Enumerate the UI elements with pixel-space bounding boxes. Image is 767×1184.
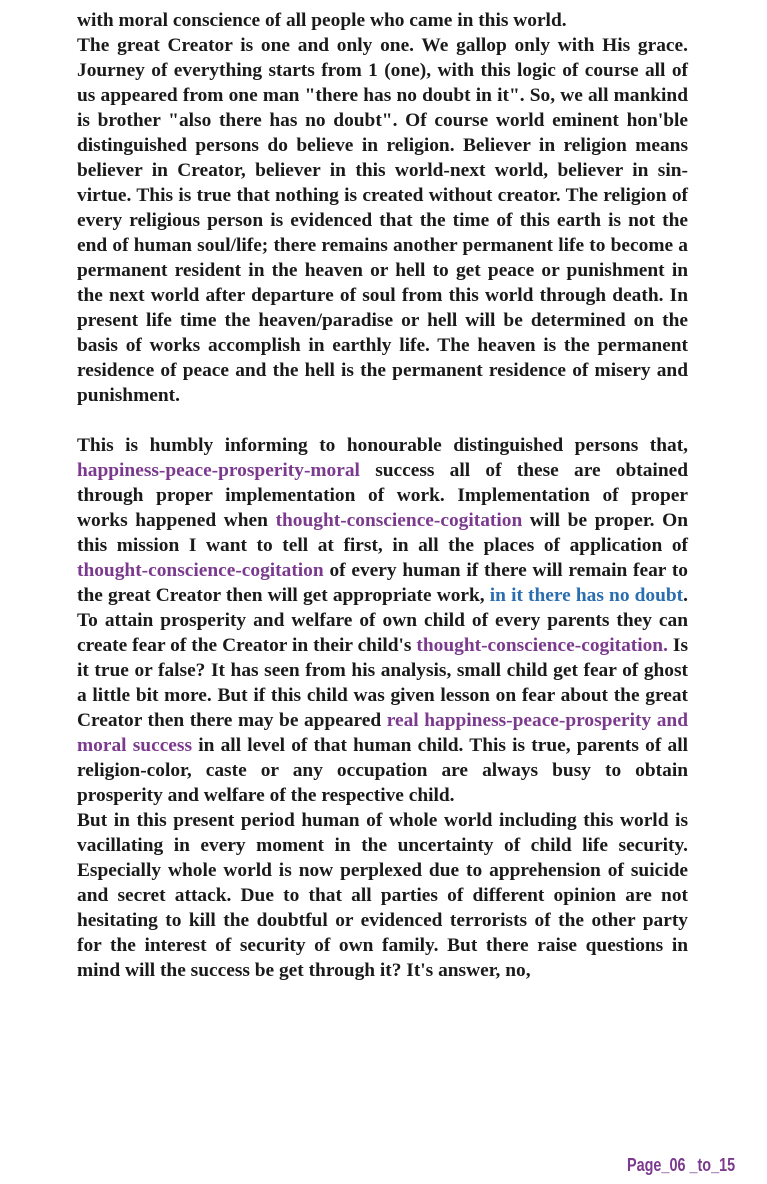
document-body xyxy=(77,8,688,983)
text-segment: of every human if there will remain fear to the great Creator then will get appropriate work, xyxy=(77,560,688,606)
highlight-phrase: happiness-peace-prosperity-moral xyxy=(77,460,360,481)
text-segment: This is humbly informing to honourable distinguished persons that, xyxy=(77,435,688,456)
highlight-phrase: thought-conscience-cogitation xyxy=(77,560,324,581)
text-segment: Is it true or false? It has seen from his analysis, small child get fear of ghost a little bit more. But if this child was given lesson on fear about the great Creator then there may be appeared xyxy=(77,635,688,731)
paragraph-gap xyxy=(77,408,688,433)
text-segment: . To attain prosperity and welfare of own child of every parents they can create fear of the Creator in their child's xyxy=(77,585,688,656)
highlight-phrase-blue: in it there has no doubt xyxy=(489,585,684,606)
highlight-phrase: real happiness-peace-prosperity and moral success xyxy=(77,710,689,756)
highlight-phrase: thought-conscience-cogitation. xyxy=(416,635,668,656)
paragraph-2: The great Creator is one and only one. We gallop only with His grace. Journey of everything starts from 1 (one), with this logic of course all of us appeared from one man "there has no doubt in it". So, we all mankind is brother "also there has no doubt". Of course world eminent hon'ble distinguished persons do believe in religion. Believer in religion means believer in Creator, believer in this world-next world, believer in sin-virtue. This is true that nothing is created without creator. The religion of every religious person is evidenced that the time of this earth is not the end of human soul/life; there remains another permanent life to become a permanent resident in the heaven or hell to get peace or punishment in the next world after departure of soul from this world through death. In present life time the heaven/paradise or hell will be determined on the basis of works accomplish in earthly life. The heaven is the permanent residence of peace and the hell is the permanent residence of misery and punishment. xyxy=(77,35,688,406)
highlight-phrase: thought-conscience-cogitation xyxy=(275,510,523,531)
paragraph-4: But in this present period human of whole world including this world is vacillating in every moment in the uncertainty of child life security. Especially whole world is now perplexed due to apprehension of suicide and secret attack. Due to that all parties of different opinion are not hesitating to kill the doubtful or evidenced terrorists of the other party for the interest of security of own family. But there raise questions in mind will the success be get through it? It's answer, no, xyxy=(77,810,688,981)
text-segment: success all of these are obtained through proper implementation of work. Implementation of proper works happened when xyxy=(77,460,688,531)
paragraph-3 xyxy=(77,433,688,808)
page-number-label: Page_06 _to_15 xyxy=(626,1155,735,1175)
text-segment: will be proper. On this mission I want to tell at first, in all the places of application of xyxy=(77,510,688,556)
text-segment: in all level of that human child. This is true, parents of all religion-color, caste or any occupation are always busy to obtain prosperity and welfare of the respective child. xyxy=(77,735,688,806)
paragraph-1: with moral conscience of all people who came in this world. xyxy=(77,10,567,31)
